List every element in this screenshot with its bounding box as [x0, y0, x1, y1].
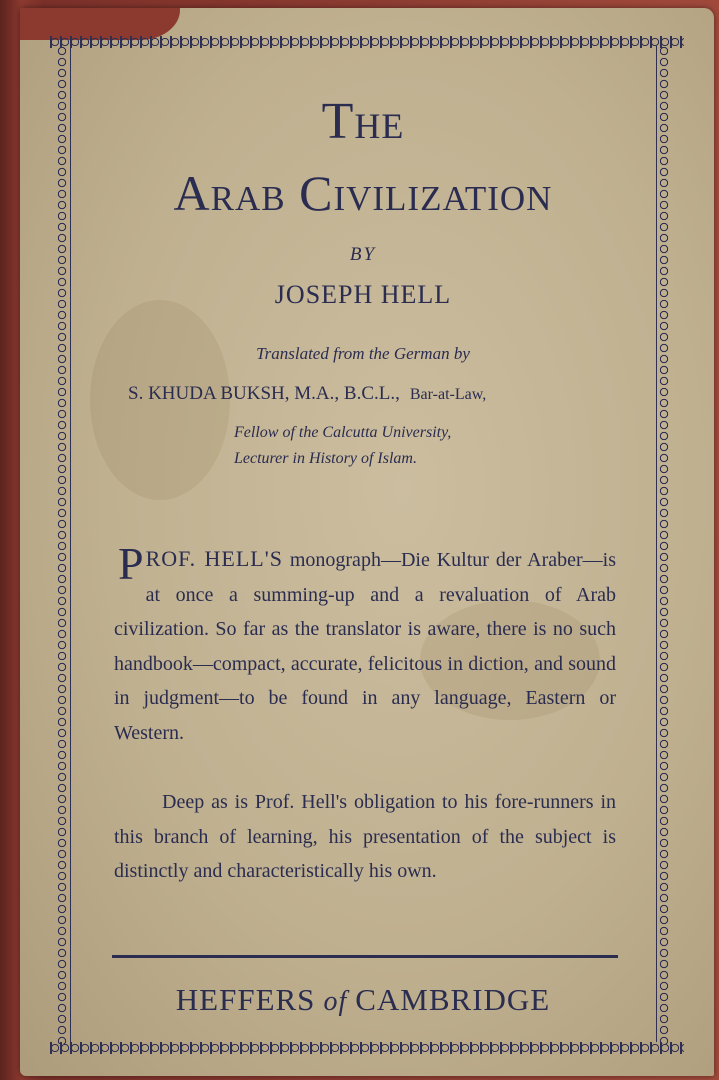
ornamental-border-bottom	[50, 1042, 684, 1054]
blurb-paragraph-2: Deep as is Prof. Hell's obligation to his fore-runners in this branch of learning, his presentation of the subject is distinctly and characteristically his own.	[114, 791, 616, 882]
ornamental-border-top	[50, 36, 684, 48]
author-name: JOSEPH HELL	[274, 280, 452, 309]
blurb-paragraph-1	[114, 538, 617, 750]
ornamental-border-left	[56, 46, 68, 1044]
translator-suffix: Bar-at-Law,	[409, 386, 487, 403]
blurb-lead: ROF. HELL'S	[145, 546, 283, 571]
publisher-name-b: CAMBRIDGE	[355, 982, 551, 1017]
by-line: BY	[349, 244, 377, 265]
publisher-name-a: HEFFERS	[175, 982, 316, 1017]
translator-line	[128, 383, 608, 405]
drop-cap: P	[118, 538, 144, 589]
publisher-of: of	[323, 986, 348, 1017]
divider-rule	[112, 955, 618, 958]
translator-name: S. KHUDA BUKSH, M.A., B.C.L.,	[128, 383, 400, 404]
title-line-1: The	[321, 93, 405, 150]
translator-credential-2: Lecturer in History of Islam.	[234, 450, 417, 467]
ornamental-border-right	[658, 46, 670, 1044]
border-rule-right	[656, 46, 657, 1042]
translated-note: Translated from the German by	[256, 344, 470, 363]
publisher	[70, 982, 656, 1018]
translator-credential-1: Fellow of the Calcutta University,	[234, 424, 452, 441]
blurb-text-1: monograph—Die Kultur der Araber—is at once a summing-up and a revaluation of Arab civilization. So far as the translator is aware, there is no such handbook—compact, accurate, felicitous in diction, and sound in judgment—to be found in any language, Eastern or Western.	[114, 549, 617, 744]
title-line-2: Arab Civilization	[173, 165, 553, 221]
